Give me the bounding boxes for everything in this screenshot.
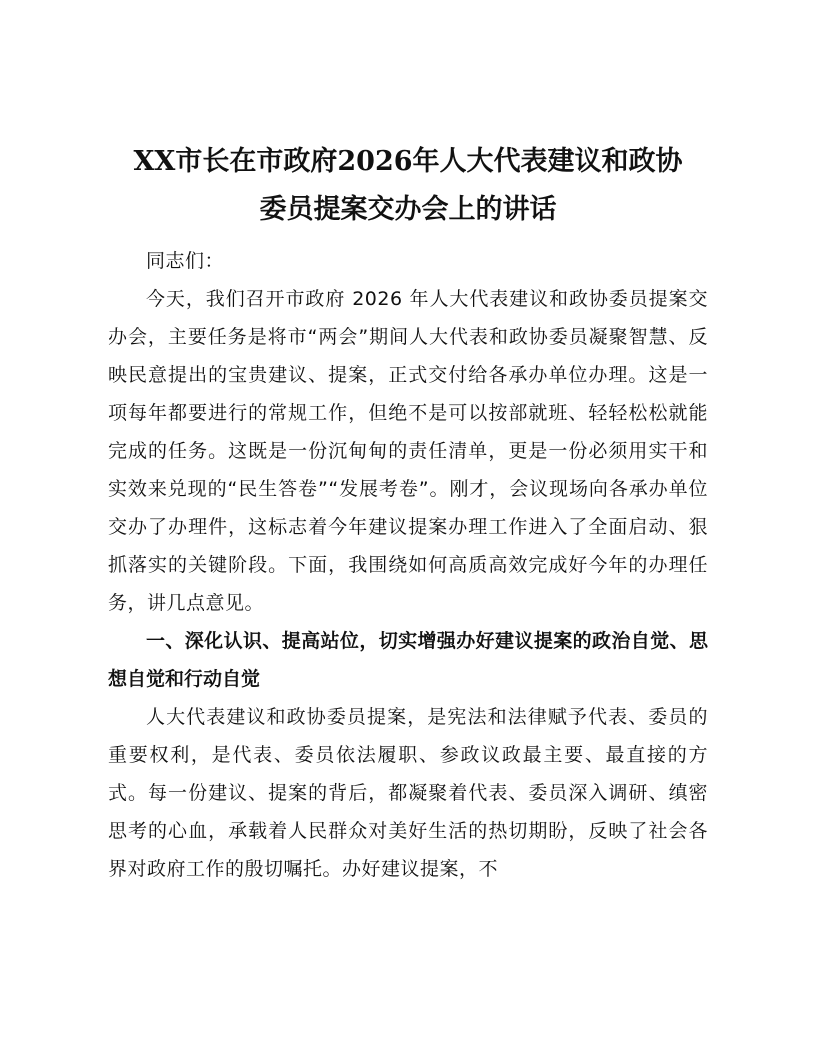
document-body bbox=[108, 242, 708, 888]
paragraph: 人大代表建议和政协委员提案，是宪法和法律赋予代表、委员的重要权利，是代表、委员依法履职、参政议政最主要、最直接的方式。每一份建议、提案的背后，都凝聚着代表、委员深入调研、缜密思考的心血，承载着人民群众对美好生活的热切期盼，反映了社会各界对政府工作的殷切嘱托。办好建议提案，不 bbox=[108, 706, 708, 880]
title-line-2: 委员提案交办会上的讲话 bbox=[259, 194, 557, 225]
section-heading: 一、深化认识、提高站位，切实增强办好建议提案的政治自觉、思想自觉和行动自觉 bbox=[108, 630, 708, 690]
title-line-1: XX市长在市政府2026年人大代表建议和政协 bbox=[133, 146, 683, 177]
paragraph: 今天，我们召开市政府 2026 年人大代表建议和政协委员提案交办会，主要任务是将市“两会”期间人大代表和政协委员凝聚智慧、反映民意提出的宝贵建议、提案，正式交付给各承办单位办理。这是一项每年都要进行的常规工作，但绝不是可以按部就班、轻轻松松就能完成的任务。这既是一份沉甸甸的责任清单，更是一份必须用实干和实效来兑现的“民生答卷”“发展考卷”。刚才，会议现场向各承办单位交办了办理件，这标志着今年建议提案办理工作进入了全面启动、狠抓落实的关键阶段。下面，我围绕如何高质高效完成好今年的办理任务，讲几点意见。 bbox=[108, 288, 708, 614]
salutation: 同志们： bbox=[146, 250, 225, 272]
document-title bbox=[100, 138, 716, 234]
